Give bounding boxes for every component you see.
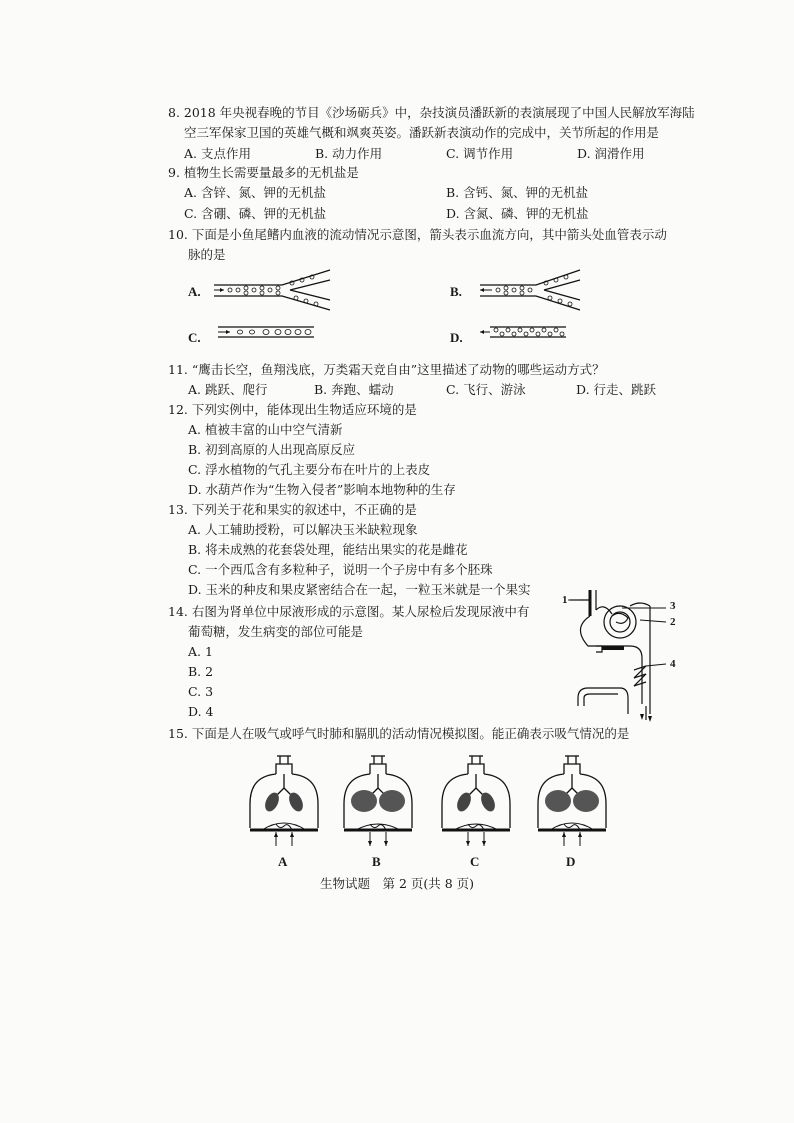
q10-stem-line2: 脉的是 [188,247,226,262]
q8-option-c: C. 调节作用 [446,146,514,161]
q12-option-a: A. 植被丰富的山中空气清新 [188,422,343,437]
q10-stem-line1: 10. 下面是小鱼尾鳍内血液的流动情况示意图，箭头表示血流方向，其中箭头处血管表示动 [168,227,667,242]
q10-label-d: D. [450,330,463,345]
q12-stem: 12. 下列实例中，能体现出生物适应环境的是 [168,402,417,417]
nephron-label-1: 1 [562,594,568,606]
q14-option-b: B. 2 [188,664,214,679]
q13-option-a: A. 人工辅助授粉，可以解决玉米缺粒现象 [188,522,418,537]
q10-label-a: A. [188,284,201,299]
q14-stem-line2: 葡萄糖，发生病变的部位可能是 [188,624,364,639]
nephron-label-2: 2 [670,616,676,628]
q10-label-b: B. [450,284,462,299]
bell-jar-b-diagram [340,754,416,850]
q11-option-c: C. 飞行、游泳 [446,382,526,397]
q12-option-b: B. 初到高原的人出现高原反应 [188,442,356,457]
q10-label-c: C. [188,330,201,345]
q11-stem: 11. “鹰击长空，鱼翔浅底，万类霜天竞自由”这里描述了动物的哪些运动方式？ [168,362,605,377]
q15-label-b: B [372,854,381,869]
nephron-label-4: 4 [670,658,676,670]
q8-stem-line1: 8. 2018 年央视春晚的节目《沙场砺兵》中，杂技演员潘跃新的表演展现了中国人民解放军海陆 [168,105,695,120]
nephron-diagram [560,586,680,722]
q14-option-a: A. 1 [188,644,213,659]
q14-option-d: D. 4 [188,704,214,719]
q11-option-b: B. 奔跑、蠕动 [314,382,394,397]
q9-stem: 9. 植物生长需要量最多的无机盐是 [168,165,359,180]
page-footer: 生物试题 第 2 页(共 8 页) [319,876,475,891]
q13-option-c: C. 一个西瓜含有多粒种子，说明一个子房中有多个胚珠 [188,562,493,577]
bell-jar-d-diagram [534,754,610,850]
q12-option-d: D. 水葫芦作为“生物入侵者”影响本地物种的生存 [188,482,456,497]
q8-stem-line2: 空三军保家卫国的英雄气概和飒爽英姿。潘跃新表演动作的完成中，关节所起的作用是 [184,125,660,140]
q15-stem: 15. 下面是人在吸气或呼气时肺和膈肌的活动情况模拟图。能正确表示吸气情况的是 [168,726,630,741]
bell-jar-a-diagram [246,754,322,850]
q11-option-a: A. 跳跃、爬行 [188,382,268,397]
q10-vessel-a-diagram [212,268,332,312]
bell-jar-c-diagram [438,754,514,850]
q12-option-c: C. 浮水植物的气孔主要分布在叶片的上表皮 [188,462,431,477]
q9-option-d: D. 含氮、磷、钾的无机盐 [446,206,589,221]
q10-vessel-c-diagram [216,324,316,340]
q9-option-c: C. 含硼、磷、钾的无机盐 [184,206,327,221]
q8-option-d: D. 润滑作用 [577,146,645,161]
q13-option-d: D. 玉米的种皮和果皮紧密结合在一起，一粒玉米就是一个果实 [188,582,531,597]
q11-option-d: D. 行走、跳跃 [576,382,657,397]
q13-stem: 13. 下列关于花和果实的叙述中，不正确的是 [168,502,417,517]
q15-label-d: D [566,854,576,869]
q9-option-b: B. 含钙、氮、钾的无机盐 [446,185,589,200]
q15-label-c: C [470,854,480,869]
q15-label-a: A [278,854,288,869]
q9-option-a: A. 含锌、氮、钾的无机盐 [184,185,326,200]
q8-option-a: A. 支点作用 [184,146,251,161]
nephron-label-3: 3 [670,600,676,612]
q13-option-b: B. 将未成熟的花套袋处理，能结出果实的花是雌花 [188,542,468,557]
q14-stem-line1: 14. 右图为肾单位中尿液形成的示意图。某人尿检后发现尿液中有 [168,604,530,619]
q8-option-b: B. 动力作用 [315,146,383,161]
q10-vessel-b-diagram [478,268,582,312]
q10-vessel-d-diagram [478,324,568,340]
q14-option-c: C. 3 [188,684,214,699]
